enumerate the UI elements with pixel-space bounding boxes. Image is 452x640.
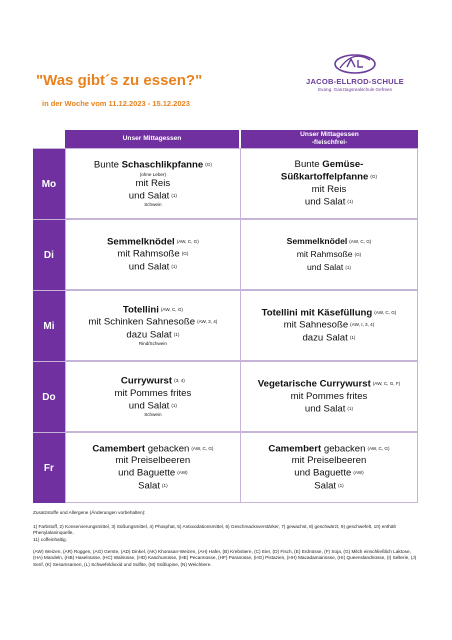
meal-meat-note: Schwein [144, 412, 162, 418]
week-subtitle: in der Woche vom 11.12.2023 - 15.12.2023 [42, 99, 190, 108]
page-title: "Was gibt´s zu essen?" [36, 72, 203, 89]
meal-side-line: und Salat (1) [128, 261, 177, 273]
school-logo [290, 52, 420, 102]
column-header-standard: Unser Mittagessen [65, 130, 239, 148]
meal-dish-line: Semmelknödel (AW, C, G) [286, 236, 372, 247]
meal-cell-standard [65, 220, 241, 290]
meal-side-line: mit Preiselbeeren [291, 455, 367, 467]
table-row [33, 219, 418, 290]
meal-dish-line: Camembert gebacken (AW, C, G) [92, 443, 214, 455]
meal-side-line: mit Reis [311, 183, 347, 195]
day-label: Di [33, 220, 65, 290]
meal-side-line: mit Rahmsoße (G) [296, 249, 362, 260]
meal-side-line: mit Pommes frites [290, 390, 368, 402]
meal-side-line: Salat (1) [138, 480, 168, 492]
meal-meat-note: Rind/Schwein [138, 341, 167, 347]
meal-cell-standard [65, 433, 241, 503]
meal-side-line: mit Pommes frites [114, 387, 192, 399]
meal-dish-line: Vegetarische Currywurst (AW, C, G, F) [257, 378, 401, 390]
meal-side-line: mit Sahnesoße (AW, I, 3, 4) [283, 319, 375, 331]
meal-dish-line: Currywurst (3, 4) [120, 375, 185, 387]
meal-side-line: und Salat (1) [304, 403, 354, 415]
meal-cell-vegetarian [241, 362, 418, 432]
column-header-vegetarian-title: Unser Mittagessen [300, 131, 359, 138]
logo-emblem-icon [332, 52, 378, 76]
meal-dish-line: Camembert gebacken (AW, C, G) [268, 443, 390, 455]
logo-school-name: JACOB-ELLROD-SCHULE [306, 77, 404, 86]
meal-dish-line: Totellini mit Käsefüllung (AW, C, G) [261, 307, 397, 319]
meal-cell-vegetarian [241, 433, 418, 503]
meal-dish-line: Totellini (AW, C, G) [122, 304, 183, 316]
meal-note: (ohne Leber) [139, 171, 167, 177]
day-label: Mo [33, 149, 65, 219]
table-row [33, 290, 418, 361]
table-row [33, 361, 418, 432]
meal-side-line: Salat (1) [314, 480, 344, 492]
meal-cell-vegetarian [241, 149, 418, 219]
column-header-vegetarian-note: -fleischfrei- [311, 139, 348, 146]
menu-header-row [33, 130, 418, 148]
allergens-list: (AW) Weizen, (AR) Roggen, (AG) Gerste, (AD) Dinkel, (AK) Khorasan-Weizen, (AH) Hafer, (B) Krebstiere, (C) Eier, (D) Fisch, (E) Erdnüsse, (F) Soja, (G) Milch einschließlich Laktose, (HA) Mandeln, (HB) Haselnüsse, (HC) Walnüsse, (HD) Kaschunüsse, (HE) Pecannüsse, (HF) Paranüsse, (HG) Pistazien, (HH) Macadamianüsse, (HI) Queenslandnüsse, (I) Sellerie, (J) Senf, (K) Sesamsamen, (L) Schwefeldioxid und Sulfite, (M) Süßlupine, (N) Weichtiere. [33, 549, 417, 567]
meal-side-line: und Salat (1) [306, 261, 351, 272]
meal-side-line: mit Schinken Sahnesoße (AW, 3, 4) [88, 316, 218, 328]
meal-side-line: dazu Salat (1) [126, 329, 180, 341]
meal-dish-line: Semmelknödel (AW, C, G) [107, 236, 199, 248]
meal-cell-standard [65, 291, 241, 361]
meal-dish-line: Bunte Schaschlikpfanne (G) [93, 159, 212, 171]
additives-list-cont: 11) coffeinhaltig. [33, 537, 67, 542]
column-header-vegetarian [241, 130, 418, 148]
meal-side-line: und Salat (1) [128, 400, 177, 412]
meal-side-line: und Salat (1) [304, 196, 354, 208]
meal-side-line: und Baguette (AW) [294, 467, 364, 479]
meal-side-line: mit Preiselbeeren [115, 455, 191, 467]
table-row [33, 432, 418, 503]
meal-dish-line: Süßkartoffelpfanne (G) [280, 171, 377, 183]
allergen-heading: Zusatzstoffe und Allergene (Änderungen vorbehalten): [33, 510, 146, 515]
menu-table [33, 130, 418, 503]
meal-cell-standard [65, 149, 241, 219]
meal-side-line: mit Reis [135, 177, 171, 189]
day-label: Do [33, 362, 65, 432]
meal-dish-line: Bunte Gemüse- [294, 158, 364, 170]
additives-list: 1) Farbstoff, 2) Konservierungsmittel, 3) Süßungsmittel, 4) Phosphat, 5) Antioxidationsmittel, 6) Geschmacksverstärker, 7) gewachst, 8) geschwärzt, 9) geschwefelt, 10) enthält Phenylalaninquelle, [33, 524, 396, 536]
day-label: Fr [33, 433, 65, 503]
meal-cell-standard [65, 362, 241, 432]
table-row [33, 148, 418, 219]
day-label: Mi [33, 291, 65, 361]
meal-cell-vegetarian [241, 220, 418, 290]
meal-side-line: mit Rahmsoße (G) [117, 248, 189, 260]
meal-side-line: und Salat (1) [128, 190, 177, 202]
meal-cell-vegetarian [241, 291, 418, 361]
logo-school-subtitle: Evang. Ganztagsrealschule Gefrees [318, 87, 392, 92]
meal-side-line: dazu Salat (1) [302, 332, 356, 344]
meal-meat-note: Schwein [144, 202, 162, 208]
meal-side-line: und Baguette (AW) [118, 467, 188, 479]
